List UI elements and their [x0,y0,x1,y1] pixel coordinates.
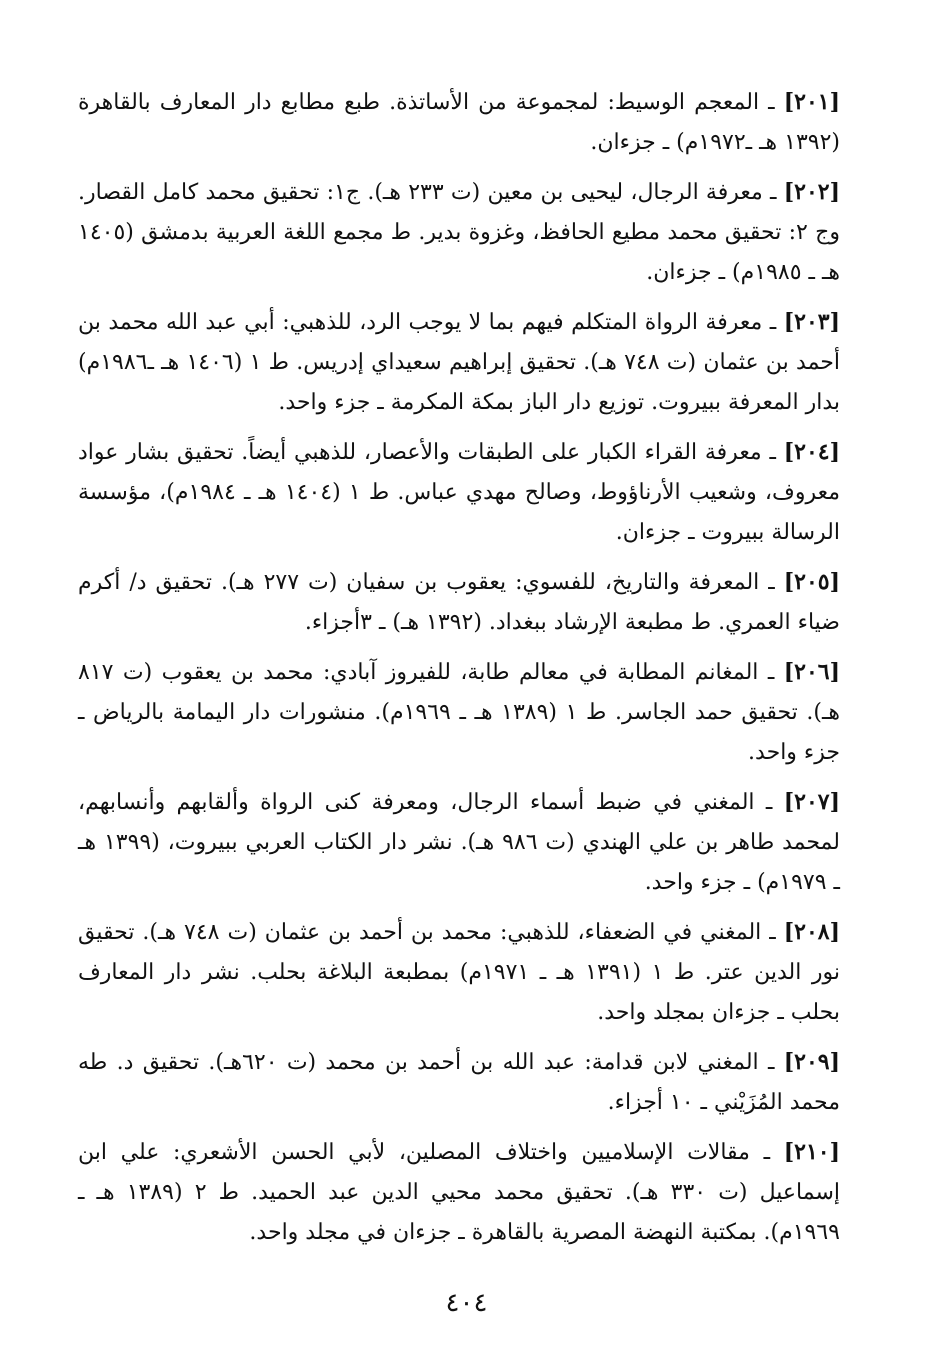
entry-text: ـ مقالات الإسلاميين واختلاف المصلين، لأبي الحسن الأشعري: علي ابن إسماعيل (ت ٣٣٠ هـ). تحقيق محمد محيي الدين عبد الحميد. ط ٢ (١٣٨٩ هـ ـ ١٩٦٩م). بمكتبة النهضة المصرية بالقاهرة ـ جزءان في مجلد واحد. [78,1140,840,1245]
entry-number: [٢٠١] [783,89,840,115]
entry-number: [٢٠٣] [783,309,840,335]
entry-text: ـ المغني في ضبط أسماء الرجال، ومعرفة كنى الرواة وألقابهم وأنسابهم، لمحمد طاهر بن علي الهندي (ت ٩٨٦ هـ). نشر دار الكتاب العربي ببيروت، (١٣٩٩ هـ ـ ١٩٧٩م) ـ جزء واحد. [78,790,840,895]
page-number: ٤٠٤ [445,1288,488,1318]
entry-text: ـ معرفة الرواة المتكلم فيهم بما لا يوجب الرد، للذهبي: أبي عبد الله محمد بن أحمد بن عثمان (ت ٧٤٨ هـ). تحقيق إبراهيم سعيداي إدريس. ط ١ (١٤٠٦ هـ ـ١٩٨٦م) بدار المعرفة ببيروت. توزيع دار الباز بمكة المكرمة ـ جزء واحد. [78,310,841,415]
bibliography-entry-209 [78,1042,840,1123]
entry-text: ـ المغني في الضعفاء، للذهبي: محمد بن أحمد بن عثمان (ت ٧٤٨ هـ). تحقيق نور الدين عتر. ط ١ (١٣٩١ هـ ـ ١٩٧١م) بمطبعة البلاغة بحلب. نشر دار المعارف بحلب ـ جزءان بمجلد واحد. [78,920,840,1025]
bibliography-list [78,82,840,1262]
entry-number: [٢٠٩] [783,1049,841,1075]
bibliography-entry-204 [78,432,840,553]
entry-text: ـ المغانم المطابة في معالم طابة، للفيروز آبادي: محمد بن يعقوب (ت ٨١٧ هـ). تحقيق حمد الجاسر. ط ١ (١٣٨٩ هـ ـ ١٩٦٩م). منشورات دار اليمامة بالرياض ـ جزء واحد. [78,660,840,765]
bibliography-entry-208 [78,912,840,1033]
bibliography-entry-203 [78,302,840,423]
entry-text: ـ المعرفة والتاريخ، للفسوي: يعقوب بن سفيان (ت ٢٧٧ هـ). تحقيق د/ أكرم ضياء العمري. ط مطبعة الإرشاد ببغداد. (١٣٩٢ هـ) ـ ٣أجزاء. [78,570,840,635]
entry-number: [٢٠٧] [783,789,840,815]
bibliography-entry-207 [78,782,840,903]
entry-number: [٢٠٢] [783,179,841,205]
entry-text: ـ المعجم الوسيط: لمجموعة من الأساتذة. طبع مطابع دار المعارف بالقاهرة (١٣٩٢ هـ ـ١٩٧٢م) ـ جزءان. [78,90,840,155]
entry-number: [٢١٠] [783,1139,840,1165]
bibliography-entry-210 [78,1132,840,1253]
entry-text: ـ معرفة القراء الكبار على الطبقات والأعصار، للذهبي أيضاً. تحقيق بشار عواد معروف، وشعيب الأرناؤوط، وصالح مهدي عباس. ط ١ (١٤٠٤ هـ ـ ١٩٨٤م)، مؤسسة الرسالة ببيروت ـ جزءان. [78,440,840,545]
entry-text: ـ المغني لابن قدامة: عبد الله بن أحمد بن محمد (ت ٦٢٠هـ). تحقيق د. طه محمد المُزَيْني ـ ١٠ أجزاء. [78,1050,840,1115]
bibliography-entry-206 [78,652,840,773]
bibliography-entry-205 [78,562,840,643]
bibliography-entry-202 [78,172,840,293]
entry-text: ـ معرفة الرجال، ليحيى بن معين (ت ٢٣٣ هـ). ج١: تحقيق محمد كامل القصار. وج ٢: تحقيق محمد مطيع الحافظ، وغزوة بدير. ط مجمع اللغة العربية بدمشق (١٤٠٥ هـ ـ ١٩٨٥م) ـ جزءان. [78,180,840,285]
entry-number: [٢٠٥] [783,569,841,595]
entry-number: [٢٠٦] [783,659,840,685]
entry-number: [٢٠٨] [783,919,840,945]
entry-number: [٢٠٤] [783,439,840,465]
bibliography-entry-201 [78,82,840,163]
